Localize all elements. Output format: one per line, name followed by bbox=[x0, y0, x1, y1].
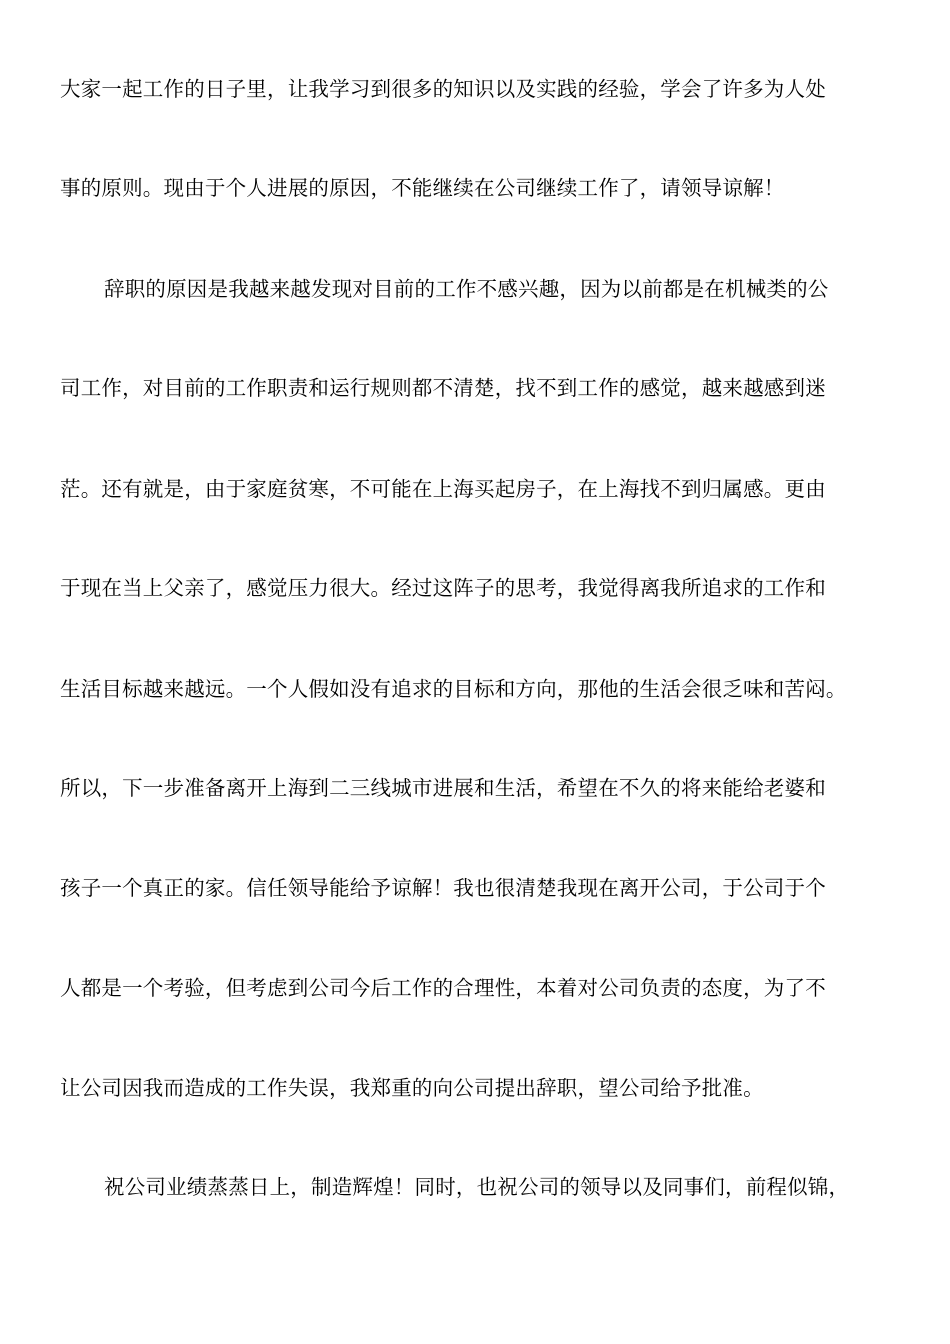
text-line: 茫。还有就是，由于家庭贫寒，不可能在上海买起房子，在上海找不到归属感。更由 bbox=[60, 477, 826, 501]
text-line: 生活目标越来越远。一个人假如没有追求的目标和方向，那他的生活会很乏味和苦闷。 bbox=[60, 677, 847, 701]
text-line: 所以，下一步准备离开上海到二三线城市进展和生活，希望在不久的将来能给老婆和 bbox=[60, 776, 826, 800]
text-line: 于现在当上父亲了，感觉压力很大。经过这阵子的思考，我觉得离我所追求的工作和 bbox=[60, 576, 826, 600]
text-line: 事的原则。现由于个人进展的原因，不能继续在公司继续工作了，请领导谅解！ bbox=[60, 176, 785, 200]
text-line: 大家一起工作的日子里，让我学习到很多的知识以及实践的经验，学会了许多为人处 bbox=[60, 77, 826, 101]
paragraph-start-line: 祝公司业绩蒸蒸日上，制造辉煌！同时，也祝公司的领导以及同事们，前程似锦， bbox=[104, 1175, 850, 1199]
text-line: 孩子一个真正的家。信任领导能给予谅解！我也很清楚我现在离开公司，于公司于个 bbox=[60, 876, 826, 900]
paragraph-start-line: 辞职的原因是我越来越发现对目前的工作不感兴趣，因为以前都是在机械类的公 bbox=[104, 277, 829, 301]
text-line: 司工作，对目前的工作职责和运行规则都不清楚，找不到工作的感觉，越来越感到迷 bbox=[60, 376, 826, 400]
text-line: 让公司因我而造成的工作失误，我郑重的向公司提出辞职，望公司给予批准。 bbox=[60, 1076, 764, 1100]
text-line: 人都是一个考验，但考虑到公司今后工作的合理性，本着对公司负责的态度，为了不 bbox=[60, 976, 826, 1000]
